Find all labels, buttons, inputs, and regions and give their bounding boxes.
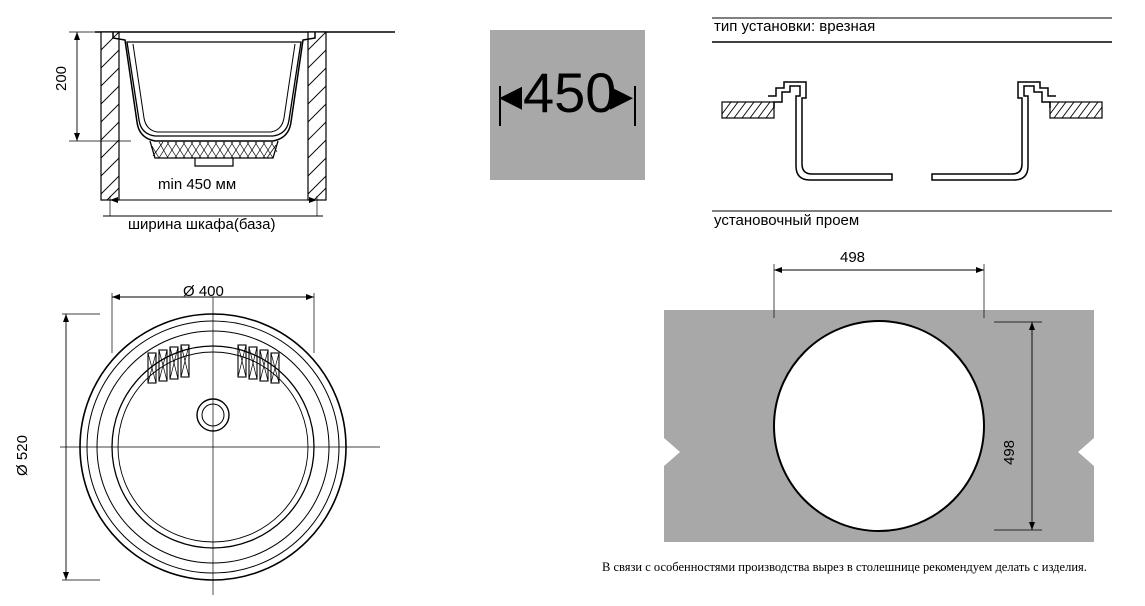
mount-type-title: тип установки: врезная bbox=[714, 18, 876, 35]
badge-arrow-right-icon: ▶ bbox=[610, 80, 634, 113]
plan-diameter-top-label: Ø 400 bbox=[183, 283, 224, 300]
plan-diameter-side-label: Ø 520 bbox=[13, 435, 31, 476]
cutout-width-label: 498 bbox=[840, 249, 866, 266]
section-caption: ширина шкафа(база) bbox=[128, 216, 276, 233]
cutout-title: установочный проем bbox=[714, 212, 860, 229]
width-badge bbox=[490, 30, 645, 180]
section-width-label: min 450 мм bbox=[158, 176, 237, 193]
section-depth-label: 200 bbox=[53, 65, 71, 92]
cutout-note: В связи с особенностями производства вырез в столешнице рекомендуем делать с изделия. bbox=[602, 560, 1087, 574]
cabinet-section-view bbox=[55, 10, 425, 240]
sink-top-view bbox=[13, 275, 400, 595]
cutout-height-label: 498 bbox=[1001, 439, 1019, 466]
badge-arrow-left-icon: ◀ bbox=[499, 80, 523, 113]
badge-value: 450 bbox=[523, 61, 617, 124]
